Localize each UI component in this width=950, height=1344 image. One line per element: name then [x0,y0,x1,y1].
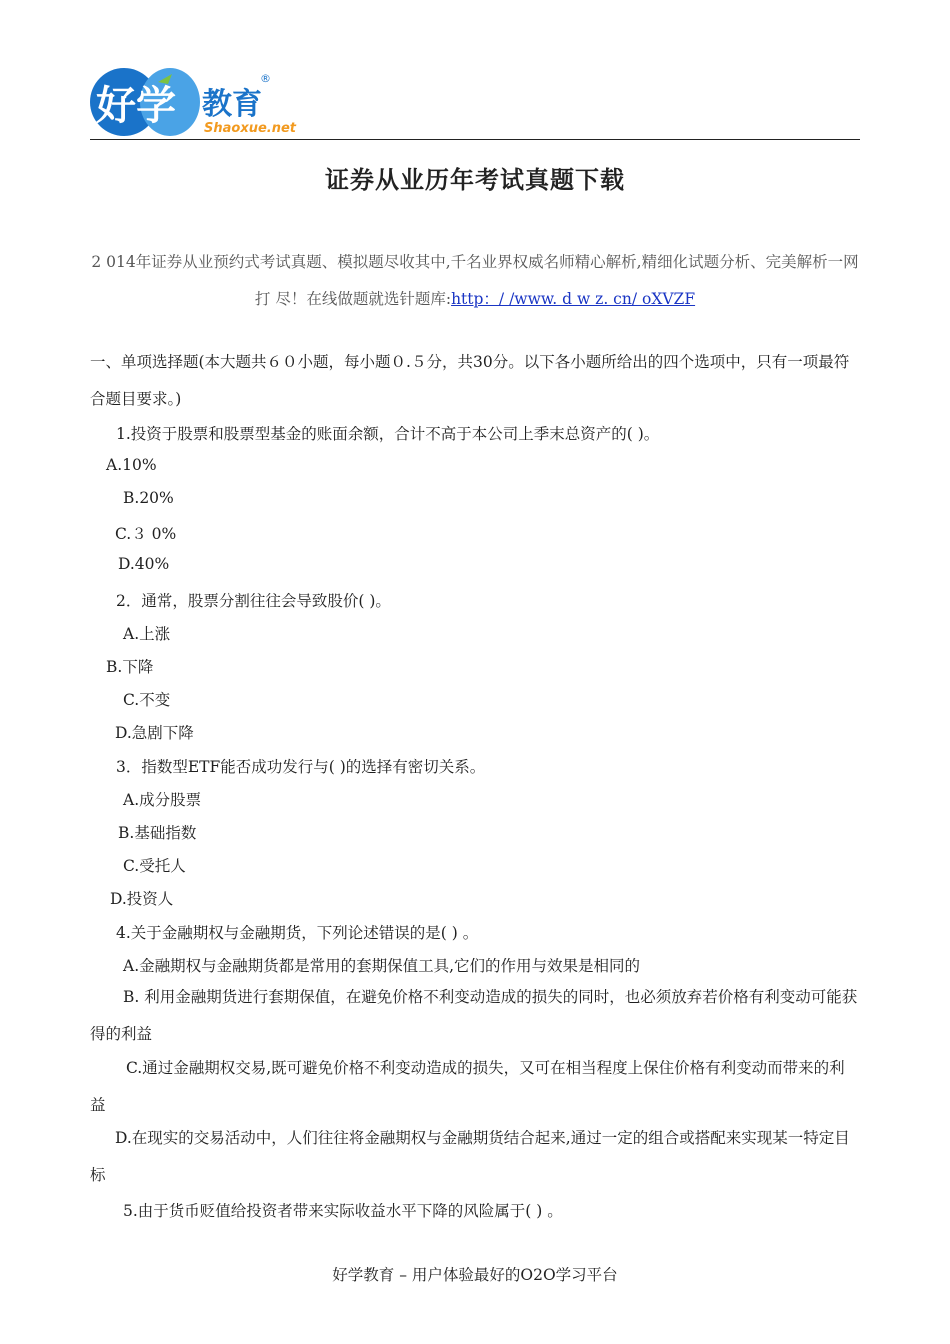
question-1-option-c: C.３ 0% [115,525,177,543]
question-1-stem: 1.投资于股票和股票型基金的账面余额，合计不高于本公司上季末总资产的( )。 [116,425,660,443]
promo-text: 2 014年证券从业预约式考试真题、模拟题尽收其中,千名业界权威名师精心解析,精细化试题分析、完美解析一网打 尽！在线做题就选针题库: [91,253,859,308]
question-1-option-a: A.10% [106,456,157,474]
svg-text:好学: 好学 [96,83,176,129]
page-title: 证券从业历年考试真题下载 [325,165,625,194]
question-3-option-d: D.投资人 [110,890,174,908]
question-4-stem: 4.关于金融期权与金融期货，下列论述错误的是( ) 。 [116,924,479,942]
question-3-option-a: A.成分股票 [123,791,202,809]
question-2-option-d: D.急剧下降 [115,724,194,742]
question-1-option-b: B.20% [123,489,174,507]
brand-logo [88,64,298,140]
header-divider [90,139,860,140]
question-2-option-c: C.不变 [123,691,171,709]
promo-paragraph [90,244,860,318]
question-4-option-c: C.通过金融期权交易,既可避免价格不利变动造成的损失，又可在相当程度上保住价格有利变动而带来的利益 [90,1059,845,1114]
question-2-stem: 2．通常，股票分割往往会导致股价( )。 [116,592,391,610]
question-3-option-b: B.基础指数 [118,824,197,842]
question-5-stem: 5.由于货币贬值给投资者带来实际收益水平下降的风险属于( ) 。 [123,1202,563,1220]
page-footer: 好学教育 – 用户体验最好的O2O学习平台 [332,1266,618,1284]
question-4-option-b: B. 利用金融期货进行套期保值，在避免价格不利变动造成的损失的同时，也必须放弃若价格有利变动可能获得的利益 [90,988,858,1043]
question-4-option-a: A.金融期权与金融期货都是常用的套期保值工具,它们的作用与效果是相同的 [123,957,641,975]
promo-link[interactable]: http：/ /www. d w z. cn/ oXVZF [451,290,696,308]
svg-text:®: ® [260,72,271,85]
question-4-option-d: D.在现实的交易活动中，人们往往将金融期权与金融期货结合起来,通过一定的组合或搭配来实现某一特定目标 [90,1129,850,1184]
svg-text:Shaoxue.net: Shaoxue.net [204,121,297,136]
question-2-option-a: A.上涨 [123,625,171,643]
question-3-stem: 3．指数型ETF能否成功发行与( )的选择有密切关系。 [116,758,486,776]
question-1-option-d: D.40% [118,555,170,573]
question-2-option-b: B.下降 [106,658,154,676]
section-heading: 一、单项选择题(本大题共６０小题，每小题０.５分，共30分。以下各小题所给出的四个选项中，只有一项最符合题目要求。) [90,353,850,408]
svg-text:教育: 教育 [202,87,262,122]
question-3-option-c: C.受托人 [123,857,186,875]
